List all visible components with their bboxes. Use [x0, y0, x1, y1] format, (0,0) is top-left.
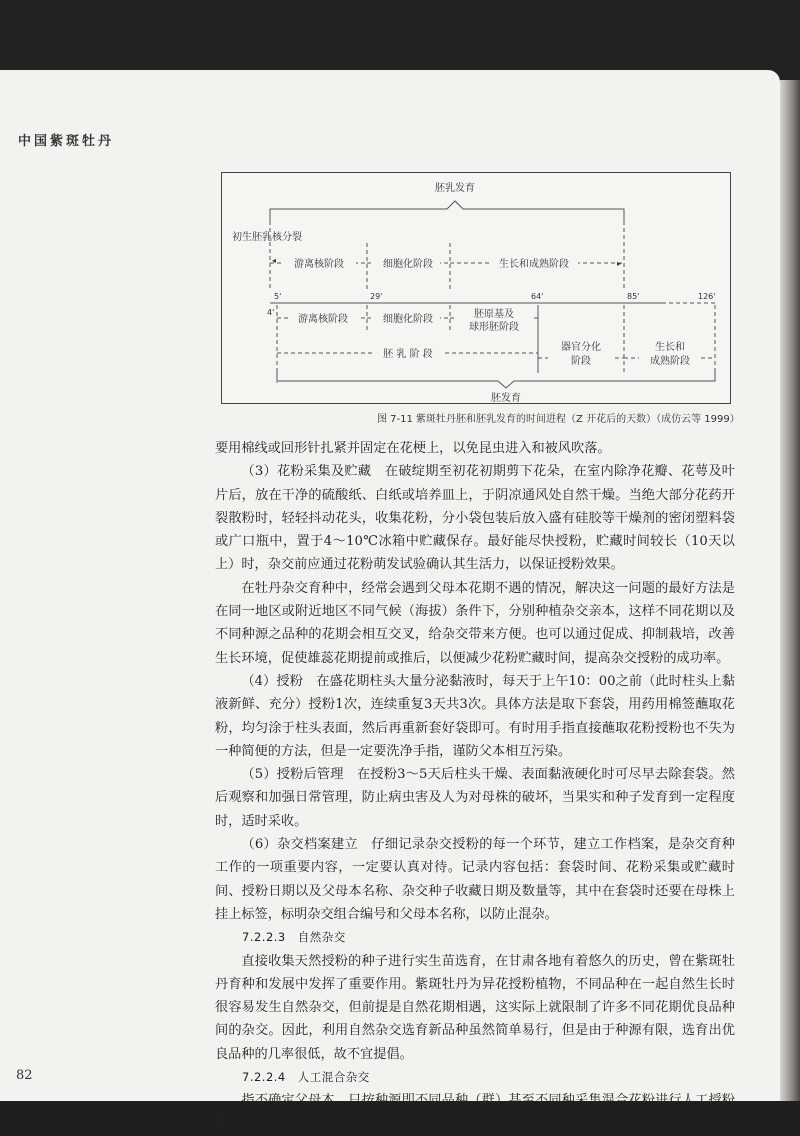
paragraph: 要用棉线或回形针扎紧并固定在花梗上，以免昆虫进入和被风吹落。	[215, 441, 611, 456]
top-brace-label: 胚乳发育	[435, 183, 475, 194]
top-stage-growth: 生长和成熟阶段	[499, 259, 569, 270]
section-heading-natural-hybrid: 7.2.2.3 自然杂交	[242, 930, 346, 945]
endosperm-stage-label: 胚 乳 阶 段	[383, 349, 433, 360]
tick-label-85: 85'	[627, 292, 640, 301]
bottom-stage-proembryo-l2: 球形胚阶段	[469, 322, 519, 333]
running-head: 中国紫斑牡丹	[18, 134, 115, 149]
timeline-diagram	[222, 173, 732, 405]
paragraph-natural-hybrid: 直接收集天然授粉的种子进行实生苗选育，在甘肃各地有着悠久的历史，曾在紫斑牡丹育种和发展中发挥了重要作用。紫斑牡丹为异花授粉植物，不同品种在一起自然生长时很容易发生自然杂交，但前提是自然花期相遇，这实际上就限制了许多不同花期优良品种间的杂交。因此，利用自然杂交选育新品种虽然简单易行，但是由于种源有限，选育出优良品种的几率很低，故不宜提倡。	[215, 953, 735, 1062]
arrowhead: ◂	[272, 256, 277, 265]
page-number: 82	[16, 1068, 33, 1083]
top-stage-cellular: 细胞化阶段	[383, 259, 433, 270]
arrowhead: ▸	[617, 259, 622, 268]
tick-label-29: 29'	[370, 292, 383, 301]
top-left-label: 初生胚乳核分裂	[232, 232, 302, 243]
tick-label-5: 5'	[274, 292, 282, 301]
paragraph-pollen-collection: （3）花粉采集及贮藏 在破绽期至初花初期剪下花朵，在室内除净花瓣、花萼及叶片后，放在干净的硫酸纸、白纸或培养皿上，于阴凉通风处自然干燥。当绝大部分花药开裂散粉时，轻轻抖动花头，收集花粉，分小袋包装后放入盛有硅胶等干燥剂的密闭塑料袋或广口瓶中，置于4～10℃冰箱中贮藏保存。最好能尽快授粉，贮藏时间较长（10天以上）时，杂交前应通过花粉萌发试验确认其生活力，以保证授粉效果。	[215, 464, 735, 573]
tick-label-126: 126'	[698, 292, 716, 301]
section-heading-mixed-hybrid: 7.2.2.4 人工混合杂交	[242, 1070, 370, 1085]
organ-stage-l1: 器官分化	[561, 342, 601, 353]
paragraph-records: （6）杂交档案建立 仔细记录杂交授粉的每一个环节，建立工作档案，是杂交育种工作的一项重要内容，一定要认真对待。记录内容包括：套袋时间、花粉采集或贮藏时间、授粉日期以及父母本名称、杂交种子收藏日期及数量等，其中在套袋时还要在母株上挂上标签，标明杂交组合编号和父母本名称，以防止混杂。	[215, 837, 735, 922]
bottom-stage-cellular: 细胞化阶段	[383, 314, 433, 325]
top-brace	[270, 201, 624, 221]
bottom-stage-proembryo-l1: 胚原基及	[474, 309, 514, 320]
paragraph-mixed-hybrid: 指不确定父母本，只按种源即不同品种（群）甚至不同种采集混合花粉进行人工授粉的	[215, 1093, 735, 1132]
paragraph-pollination: （4）授粉 在盛花期柱头大量分泌黏液时，每天于上午10：00之前（此时柱头上黏液新鲜、充分）授粉1次，连续重复3天共3次。具体方法是取下套袋，用药用棉签蘸取花粉，均匀涂于柱头表面，然后再重新套好袋即可。有时用手指直接蘸取花粉授粉也不失为一种简便的方法，但是一定要洗净手指，谨防父本相互污染。	[215, 673, 735, 759]
figure-7-11	[221, 172, 731, 404]
top-stage-free-nucleus: 游离核阶段	[294, 259, 344, 270]
paragraph-flowering-mismatch: 在牡丹杂交育种中，经常会遇到父母本花期不遇的情况，解决这一问题的最好方法是在同一地区或附近地区不同气候（海拔）条件下，分别种植杂交亲本，这样不同花期以及不同种源之品种的花期会相互交叉，给杂交带来方便。也可以通过促成、抑制栽培，改善生长环境，促使雄蕊花期提前或推后，以便减少花粉贮藏时间，提高杂交授粉的成功率。	[215, 580, 735, 666]
page-gutter-shadow	[780, 80, 800, 1101]
tick-label-4: 4'	[267, 308, 275, 317]
growth-stage-l1: 生长和	[655, 342, 685, 353]
paragraph-post-pollination: （5）授粉后管理 在授粉3～5天后柱头干燥、表面黏液硬化时可尽早去除套袋。然后观察和加强日常管理，防止病虫害及人为对母株的破坏，当果实和种子发育到一定程度时，适时采收。	[215, 767, 735, 829]
body-text	[215, 437, 735, 1136]
bottom-stage-free-nucleus: 游离核阶段	[298, 314, 348, 325]
bottom-brace-label: 胚发育	[491, 393, 521, 404]
growth-stage-l2: 成熟阶段	[650, 356, 690, 367]
tick-label-64: 64'	[531, 292, 544, 301]
organ-stage-l2: 阶段	[571, 356, 591, 367]
bottom-brace	[277, 371, 715, 388]
figure-caption: 图 7-11 紫斑牡丹胚和胚乳发育的时间进程（Z 开花后的天数）（成仿云等 1999）	[377, 414, 740, 425]
